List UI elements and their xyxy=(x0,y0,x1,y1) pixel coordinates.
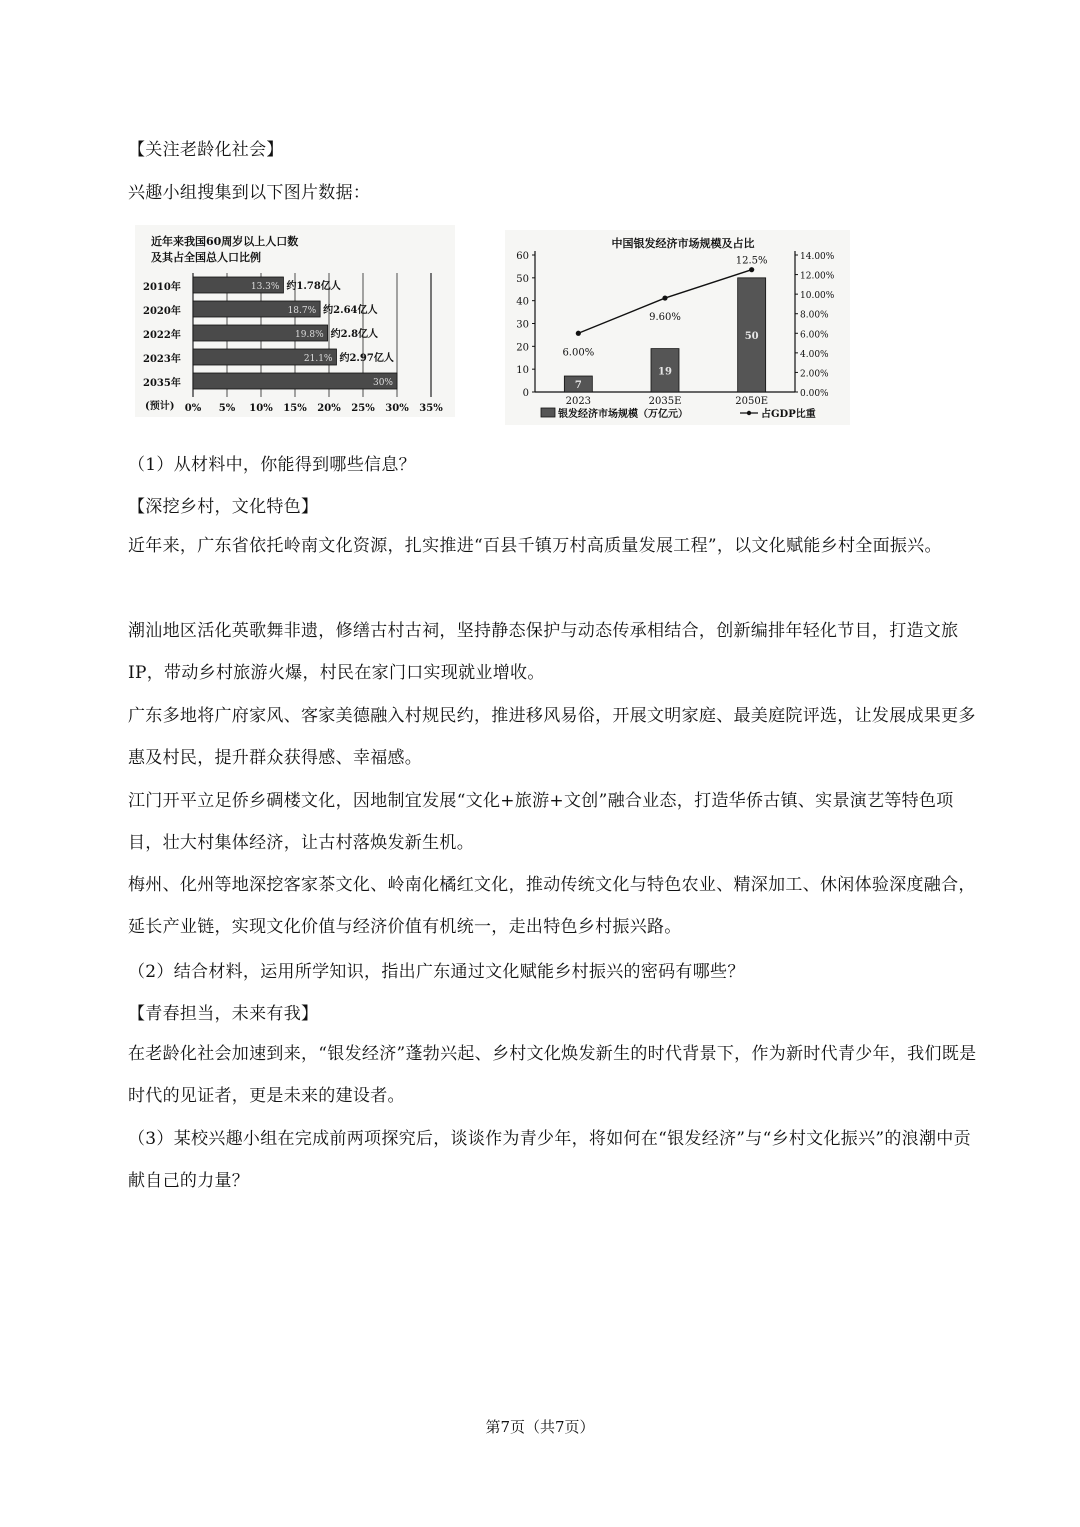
elderly-population-chart xyxy=(135,225,455,417)
section-title-rural: 【深挖乡村，文化特色】 xyxy=(128,497,319,517)
chart1-category-note: (预计) xyxy=(145,401,175,412)
chart1-x-tick-label: 0% xyxy=(184,403,202,414)
chart2-gdp-point xyxy=(576,331,581,336)
paragraph-rural-1: 近年来，广东省依托岭南文化资源，扎实推进“百县千镇万村高质量发展工程”，以文化赋能乡村全面振兴。 xyxy=(128,536,942,556)
chart1-category-label: 2020年 xyxy=(143,306,181,317)
page-footer: 第7页（共7页） xyxy=(485,1418,595,1436)
chart2-bar-value-label: 19 xyxy=(658,366,672,378)
chart2-right-tick-label: 10.00% xyxy=(800,291,835,302)
paragraph-rural-3: 广东多地将广府家风、客家美德融入村规民约，推进移风易俗，开展文明家庭、最美庭院评选，让发展成果更多惠及村民，提升群众获得感、幸福感。 xyxy=(128,706,976,768)
chart2-category-label: 2050E xyxy=(735,396,769,407)
chart1-bar-annotation: 约2.97亿人 xyxy=(339,353,394,364)
legend-line-marker xyxy=(747,411,751,415)
silver-economy-chart xyxy=(505,230,850,425)
section-title-youth: 【青春担当，未来有我】 xyxy=(128,1004,319,1024)
chart2-gdp-point xyxy=(749,267,754,272)
chart2-left-tick-label: 0 xyxy=(522,388,529,399)
chart1-title-line1: 近年来我国60周岁以上人口数 xyxy=(151,235,299,248)
chart2-left-tick-label: 10 xyxy=(516,365,529,377)
chart2-left-tick-label: 50 xyxy=(516,273,529,285)
chart2-right-tick-label: 6.00% xyxy=(800,330,829,341)
paragraph-rural-4: 江门开平立足侨乡碉楼文化，因地制宜发展“文化+旅游+文创”融合业态，打造华侨古镇、实景演艺等特色项目，壮大村集体经济，让古村落焕发新生机。 xyxy=(128,791,954,853)
chart1-category-label: 2023年 xyxy=(143,354,181,365)
chart2-right-tick-label: 12.00% xyxy=(800,271,835,282)
chart2-gdp-label: 9.60% xyxy=(649,312,681,324)
chart2-bar-value-label: 7 xyxy=(574,380,582,392)
question-2: （2）结合材料，运用所学知识，指出广东通过文化赋能乡村振兴的密码有哪些？ xyxy=(128,962,745,982)
chart1-category-label: 2035年 xyxy=(143,378,181,389)
chart2-right-tick-label: 14.00% xyxy=(800,252,835,262)
legend-bar-label: 银发经济市场规模（万亿元） xyxy=(558,409,688,420)
chart2-right-tick-label: 0.00% xyxy=(800,389,829,399)
chart1-x-tick-label: 10% xyxy=(249,403,273,414)
chart2-right-tick-label: 4.00% xyxy=(800,349,829,360)
chart1-x-tick-label: 15% xyxy=(283,403,307,414)
chart2-gdp-label: 6.00% xyxy=(562,347,595,359)
chart1-x-tick-label: 25% xyxy=(351,403,375,414)
chart2-title: 中国银发经济市场规模及占比 xyxy=(611,237,755,250)
chart1-title-line2: 及其占全国总人口比例 xyxy=(151,251,261,264)
chart2-right-tick-label: 2.00% xyxy=(800,369,829,380)
chart1-x-tick-label: 30% xyxy=(385,403,409,414)
chart1-x-tick-label: 35% xyxy=(419,403,443,414)
legend-line-label: 占GDP比重 xyxy=(761,409,816,420)
section-intro: 兴趣小组搜集到以下图片数据： xyxy=(128,183,371,203)
question-3: （3）某校兴趣小组在完成前两项探究后，谈谈作为青少年，将如何在“银发经济”与“乡村文化振兴”的浪潮中贡献自己的力量？ xyxy=(128,1129,971,1191)
chart2-gdp-point xyxy=(662,295,667,300)
paragraph-rural-5: 梅州、化州等地深挖客家茶文化、岭南化橘红文化，推动传统文化与特色农业、精深加工、休闲体验深度融合，延长产业链，实现文化价值与经济价值有机统一，走出特色乡村振兴路。 xyxy=(128,875,976,937)
chart1-bar-annotation: 约1.78亿人 xyxy=(286,281,341,292)
chart2-gdp-label: 12.5% xyxy=(735,255,768,267)
chart1-bar-value-label: 21.1% xyxy=(303,354,333,364)
chart1-bar-value-label: 13.3% xyxy=(250,282,280,292)
paragraph-youth: 在老龄化社会加速到来，“银发经济”蓬勃兴起、乡村文化焕发新生的时代背景下，作为新时代青少年，我们既是时代的见证者，更是未来的建设者。 xyxy=(128,1044,977,1106)
chart1-x-tick-label: 20% xyxy=(317,403,341,414)
chart2-left-tick-label: 60 xyxy=(516,251,529,262)
chart1-bar xyxy=(193,373,397,389)
section-title-aging: 【关注老龄化社会】 xyxy=(128,140,284,160)
chart1-category-label: 2010年 xyxy=(143,282,181,293)
chart2-category-label: 2035E xyxy=(648,396,682,407)
chart2-left-tick-label: 30 xyxy=(516,319,529,331)
chart2-left-tick-label: 40 xyxy=(516,296,529,308)
chart1-category-label: 2022年 xyxy=(143,330,181,341)
chart1-bar-value-label: 19.8% xyxy=(295,330,324,340)
chart1-x-tick-label: 5% xyxy=(218,403,236,414)
chart2-category-label: 2023 xyxy=(565,396,592,407)
chart1-bar-annotation: 约2.8亿人 xyxy=(330,329,379,340)
chart1-bar-annotation: 约2.64亿人 xyxy=(323,305,378,316)
legend-bar-swatch xyxy=(541,408,555,417)
question-1: （1）从材料中，你能得到哪些信息？ xyxy=(128,455,416,475)
chart1-bar-value-label: 18.7% xyxy=(287,306,317,316)
chart2-left-tick-label: 20 xyxy=(516,342,529,354)
chart2-right-tick-label: 8.00% xyxy=(800,310,829,321)
chart2-bar-value-label: 50 xyxy=(744,330,759,342)
paragraph-rural-2: 潮汕地区活化英歌舞非遗，修缮古村古祠，坚持静态保护与动态传承相结合，创新编排年轻化节目，打造文旅 IP，带动乡村旅游火爆，村民在家门口实现就业增收。 xyxy=(128,621,959,683)
chart1-bar-value-label: 30% xyxy=(372,378,393,388)
